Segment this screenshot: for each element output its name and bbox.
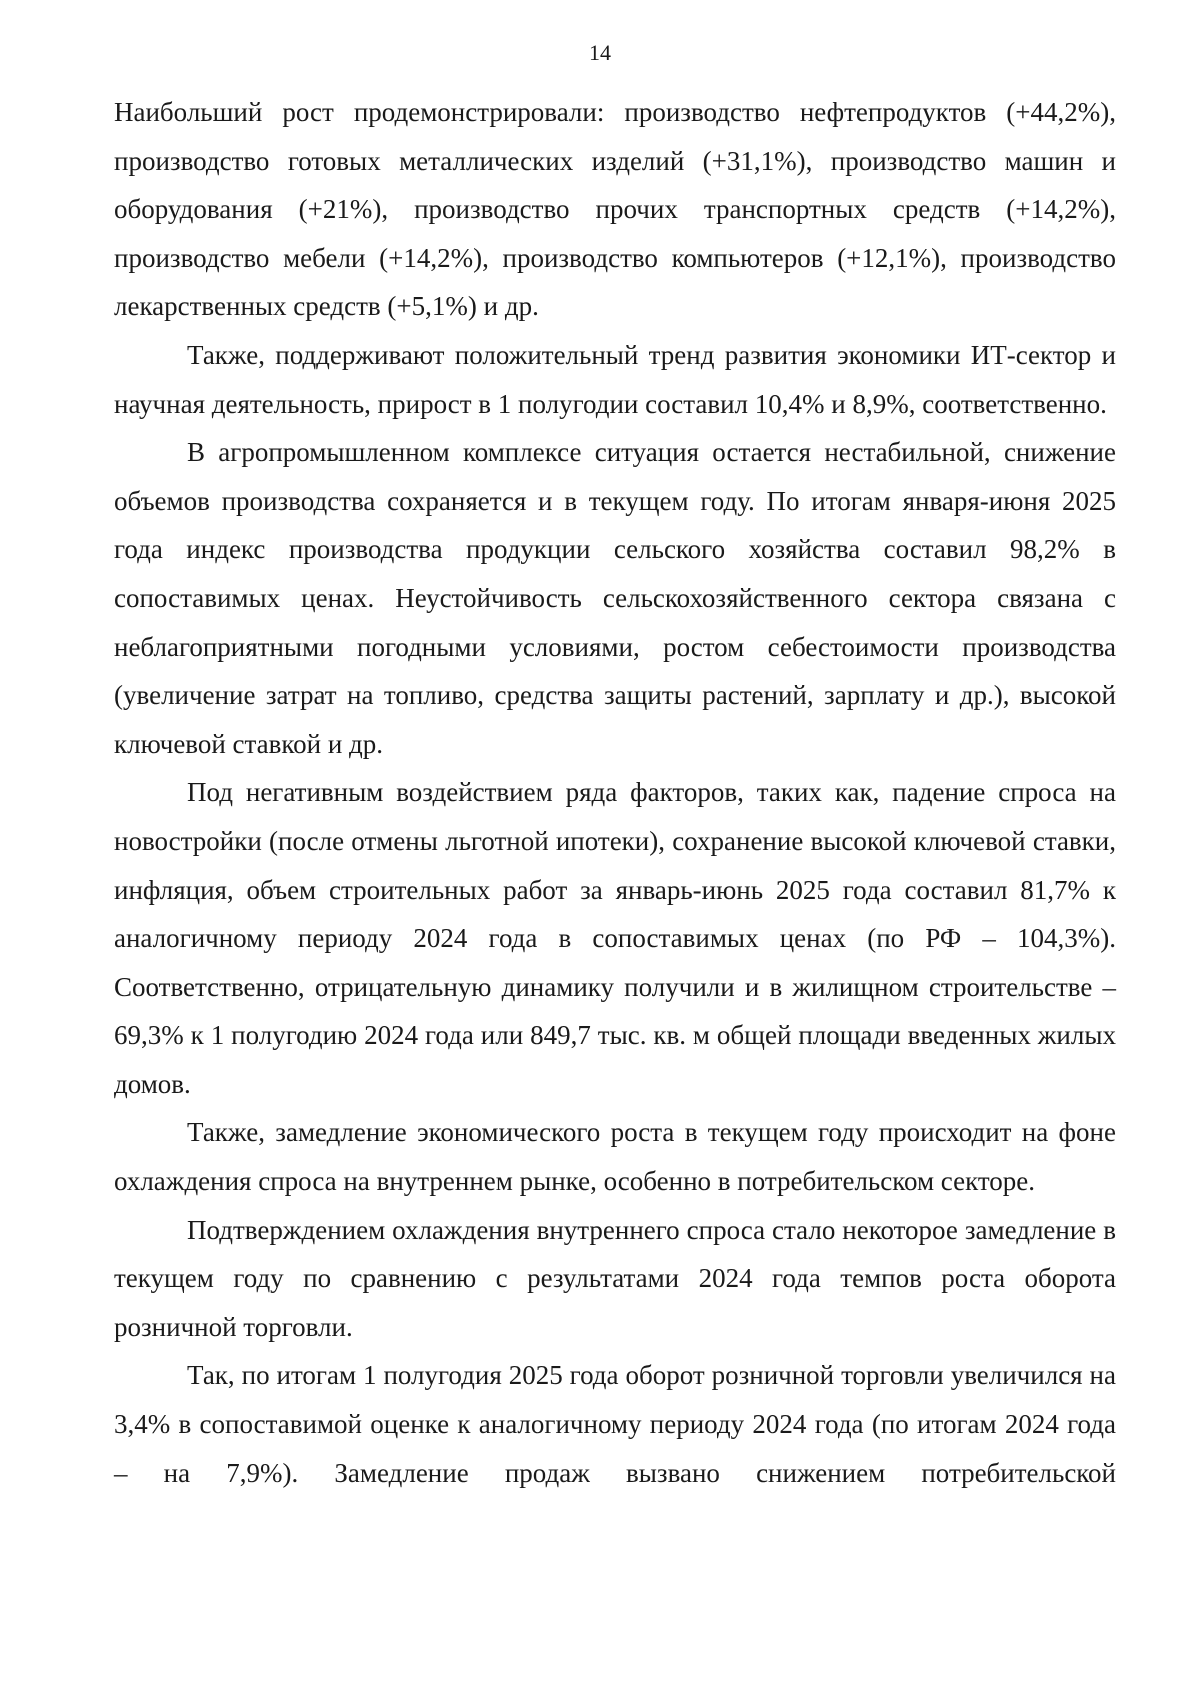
paragraph-manufacturing-growth: Наибольший рост продемонстрировали: производство нефтепродуктов (+44,2%), производство готовых металлических изделий (+31,1%), производство машин и оборудования (+21%), производство прочих транспортных средств (+14,2%), производство мебели (+14,2%), производство компьютеров (+12,1%), производство лекарственных средств (+5,1%) и др.: [114, 97, 1116, 322]
paragraph-agriculture: В агропромышленном комплексе ситуация остается нестабильной, снижение объемов производства сохраняется и в текущем году. По итогам января-июня 2025 года индекс производства продукции сельского хозяйства составил 98,2% в сопоставимых ценах. Неустойчивость сельскохозяйственного сектора связана с неблагоприятными погодными условиями, ростом себестоимости производства (увеличение затрат на топливо, средства защиты растений, зарплату и др.), высокой ключевой ставкой и др.: [114, 437, 1116, 759]
paragraph-domestic-demand: Также, замедление экономического роста в текущем году происходит на фоне охлаждения спроса на внутреннем рынке, особенно в потребительском секторе.: [114, 1117, 1116, 1197]
body-text: [114, 88, 1116, 1497]
paragraph-it-sector: Также, поддерживают положительный тренд развития экономики ИТ-сектор и научная деятельность, прирост в 1 полугодии составил 10,4% и 8,9%, соответственно.: [114, 339, 1116, 419]
paragraph-construction: Под негативным воздействием ряда факторов, таких как, падение спроса на новостройки (после отмены льготной ипотеки), сохранение высокой ключевой ставки, инфляция, объем строительных работ за январь-июнь 2025 года составил 81,7% к аналогичному периоду 2024 года в сопоставимых ценах (по РФ – 104,3%). Соответственно, отрицательную динамику получили и в жилищном строительстве – 69,3% к 1 полугодию 2024 года или 849,7 тыс. кв. м общей площади введенных жилых домов.: [114, 777, 1116, 1099]
paragraph-retail-trade: Так, по итогам 1 полугодия 2025 года оборот розничной торговли увеличился на 3,4% в сопоставимой оценке к аналогичному периоду 2024 года (по итогам 2024 года – на 7,9%). Замедление продаж вызвано снижением потребительской: [114, 1360, 1116, 1488]
page-number: 14: [589, 40, 611, 65]
paragraph-demand-cooling: Подтверждением охлаждения внутреннего спроса стало некоторое замедление в текущем году по сравнению с результатами 2024 года темпов роста оборота розничной торговли.: [114, 1214, 1116, 1342]
